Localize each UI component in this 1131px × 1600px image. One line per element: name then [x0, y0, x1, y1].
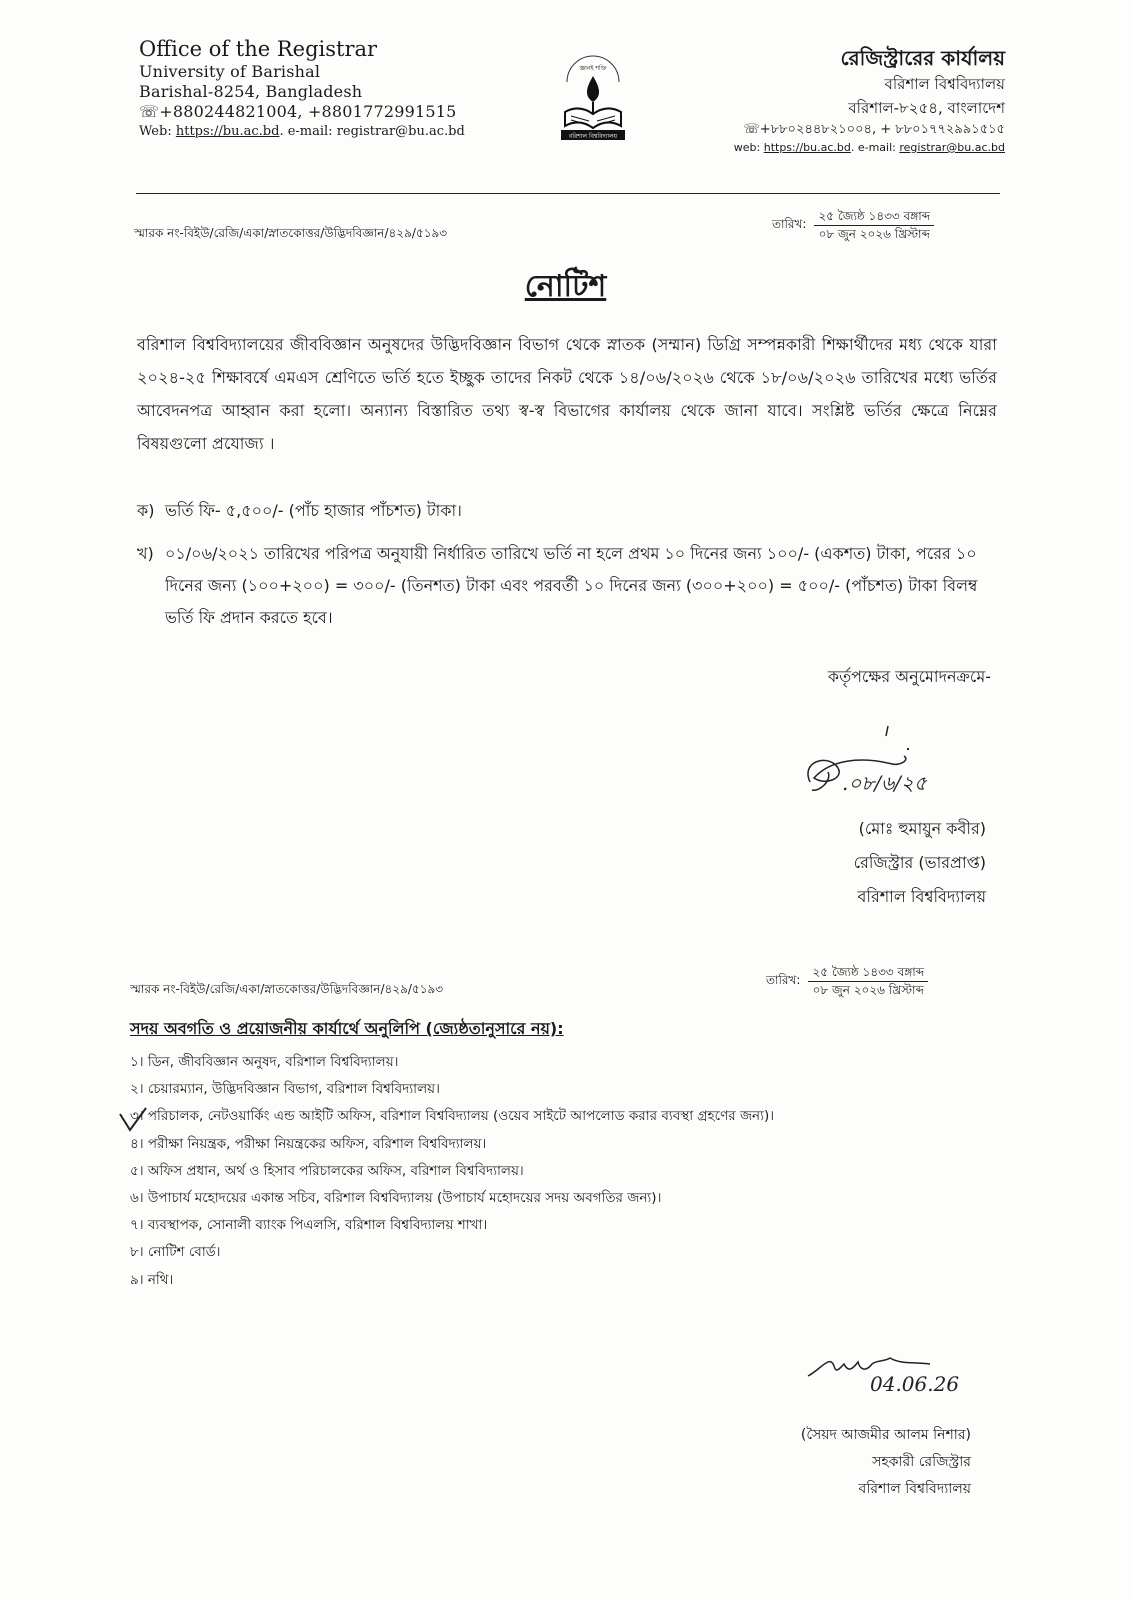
approval-line: কর্তৃপক্ষের অনুমোদনক্রমে-	[827, 667, 991, 686]
assistant-registrar-designation: সহকারী রেজিস্ট্রার	[872, 1454, 971, 1470]
svg-text:.০৮/৬/২৫: .০৮/৬/২৫	[842, 771, 927, 795]
notice-title: নোটিশ	[524, 269, 607, 304]
university-name-bn: বরিশাল বিশ্ববিদ্যালয়	[884, 75, 1005, 93]
svg-text:বরিশাল বিশ্ববিদ্যালয়: বরিশাল বিশ্ববিদ্যালয়	[568, 133, 618, 140]
list-item: ৬। উপাচার্য মহোদয়ের একান্ত সচিব, বরিশাল বিশ্ববিদ্যালয় (উপাচার্য মহোদয়ের সদয় অবগতির জন্য)।	[130, 1190, 662, 1207]
address-en: Barishal-8254, Bangladesh	[139, 82, 363, 101]
header-divider	[136, 193, 1000, 194]
email-link-bn[interactable]: registrar@bu.ac.bd	[899, 141, 1005, 154]
notice-item-kha: খ) ০১/০৬/২০২১ তারিখের পরিপত্র অনুযায়ী নির্ধারিত তারিখে ভর্তি না হলে প্রথম ১০ দিনের জন্য ১০০/- (একশত) টাকা, পরের ১০ দিনের জন্য (১০০+২০০) = ৩০০/- (তিনশত) টাকা এবং পরবর্তী ১০ দিনের জন্য (৩০০+২০০) = ৫০০/- (পাঁচশত) টাকা বিলম্ব ভর্তি ফি প্রদান করতে হবে।	[137, 544, 978, 627]
university-name-en: University of Barishal	[139, 62, 321, 81]
copy-list	[130, 1049, 774, 1294]
registrar-org: বরিশাল বিশ্ববিদ্যালয়	[857, 887, 986, 906]
address-bn: বরিশাল-৮২৫৪, বাংলাদেশ	[848, 99, 1005, 117]
website-link[interactable]: https://bu.ac.bd	[175, 124, 280, 139]
header-english	[139, 36, 465, 142]
notice-body: বরিশাল বিশ্ববিদ্যালয়ের জীববিজ্ঞান অনুষদের উদ্ভিদবিজ্ঞান বিভাগ থেকে স্নাতক (সম্মান) ডিগ্রি সম্পন্নকারী শিক্ষার্থীদের মধ্য থেকে যারা ২০২৪-২৫ শিক্ষাবর্ষে এমএস শ্রেণিতে ভর্তি হতে ইচ্ছুক তাদের নিকট থেকে ১৪/০৬/২০২৬ থেকে ১৮/০৬/২০২৬ তারিখের মধ্যে ভর্তির আবেদনপত্র আহ্বান করা হলো। অন্যান্য বিস্তারিত তথ্য স্ব-স্ব বিভাগের কার্যালয় থেকে জানা যাবে। সংশ্লিষ্ট ভর্তির ক্ষেত্রে নিম্নের বিষয়গুলো প্রযোজ্য ।	[137, 335, 997, 453]
list-item: ১। ডিন, জীববিজ্ঞান অনুষদ, বরিশাল বিশ্ববিদ্যালয়।	[130, 1054, 399, 1070]
date-label: তারিখ:	[772, 216, 807, 231]
memo-date	[772, 208, 934, 243]
assistant-registrar-sign-date: 04.06.26	[870, 1372, 960, 1396]
svg-text:জ্ঞানই শক্তি: জ্ঞানই শক্তি	[579, 65, 607, 72]
list-item: ৮। নোটিশ বোর্ড।	[130, 1244, 221, 1261]
date-bangla: ২৫ জ্যৈষ্ঠ ১৪৩৩ বঙ্গাব্দ	[814, 208, 934, 226]
registrar-name: (মোঃ হুমায়ুন কবীর)	[858, 819, 986, 838]
notice-item-ka: ক) ভর্তি ফি- ৫,৫০০/- (পাঁচ হাজার পাঁচশত) টাকা।	[137, 501, 462, 520]
assistant-registrar-name: (সৈয়দ আজমীর আলম নিশার)	[800, 1427, 971, 1443]
memo-reference: স্মারক নং-বিইউ/রেজি/একা/স্নাতকোত্তর/উদ্ভিদবিজ্ঞান/৪২৯/৫১৯৩	[134, 226, 448, 240]
memo-date-2: তারিখ: ২৫ জ্যৈষ্ঠ ১৪৩৩ বঙ্গাব্দ ০৮ জুন ২০২৬ খ্রিস্টাব্দ	[766, 964, 928, 999]
phone-en: ☏+880244821004, +8801772991515	[139, 102, 457, 121]
phone-bn: ☏+৮৮০২৪৪৮২১০০৪, + ৮৮০১৭৭২৯৯১৫১৫	[743, 122, 1005, 137]
registrar-signature	[800, 720, 1000, 810]
copy-list-title: সদয় অবগতি ও প্রয়োজনীয় কার্যার্থে অনুলিপি (জ্যেষ্ঠতানুসারে নয়):	[130, 1019, 564, 1038]
checkmark-icon	[116, 1106, 156, 1136]
list-item: ৩। পরিচালক, নেটওয়ার্কিং এন্ড আইটি অফিস, বরিশাল বিশ্ববিদ্যালয় (ওয়েব সাইটে আপলোড করার ব্যবস্থা গ্রহণের জন্য)।	[130, 1108, 775, 1125]
header-bangla	[734, 44, 1005, 156]
list-item: ৯। নথি।	[130, 1271, 174, 1288]
list-item: ৫। অফিস প্রধান, অর্থ ও হিসাব পরিচালকের অফিস, বরিশাল বিশ্ববিদ্যালয়।	[130, 1162, 524, 1179]
web-email-en: Web: https://bu.ac.bd. e-mail: registrar@bu.ac.bd	[139, 124, 465, 139]
university-logo	[553, 52, 633, 144]
memo-reference-2: স্মারক নং-বিইউ/রেজি/একা/স্নাতকোত্তর/উদ্ভিদবিজ্ঞান/৪২৯/৫১৯৩	[130, 982, 444, 996]
assistant-registrar-org: বরিশাল বিশ্ববিদ্যালয়	[858, 1481, 971, 1497]
registrar-signature-block	[854, 812, 986, 914]
list-item: ২। চেয়ারম্যান, উদ্ভিদবিজ্ঞান বিভাগ, বরিশাল বিশ্ববিদ্যালয়।	[130, 1081, 440, 1098]
office-title-en: Office of the Registrar	[139, 37, 378, 61]
list-item: ৭। ব্যবস্থাপক, সোনালী ব্যাংক পিএলসি, বরিশাল বিশ্ববিদ্যালয় শাখা।	[130, 1217, 488, 1234]
website-link-bn[interactable]: https://bu.ac.bd	[763, 141, 851, 154]
web-email-bn: web: https://bu.ac.bd. e-mail: registrar@bu.ac.bd	[733, 141, 1005, 154]
date-gregorian: ০৮ জুন ২০২৬ খ্রিস্টাব্দ	[818, 227, 930, 241]
email-link[interactable]: registrar@bu.ac.bd	[336, 124, 465, 139]
office-title-bn: রেজিস্ট্রারের কার্যালয়	[840, 46, 1005, 70]
list-item: ৪। পরীক্ষা নিয়ন্ত্রক, পরীক্ষা নিয়ন্ত্রকের অফিস, বরিশাল বিশ্ববিদ্যালয়।	[130, 1135, 487, 1152]
assistant-registrar-signature-block	[801, 1422, 971, 1503]
registrar-designation: রেজিস্ট্রার (ভারপ্রাপ্ত)	[853, 853, 986, 872]
